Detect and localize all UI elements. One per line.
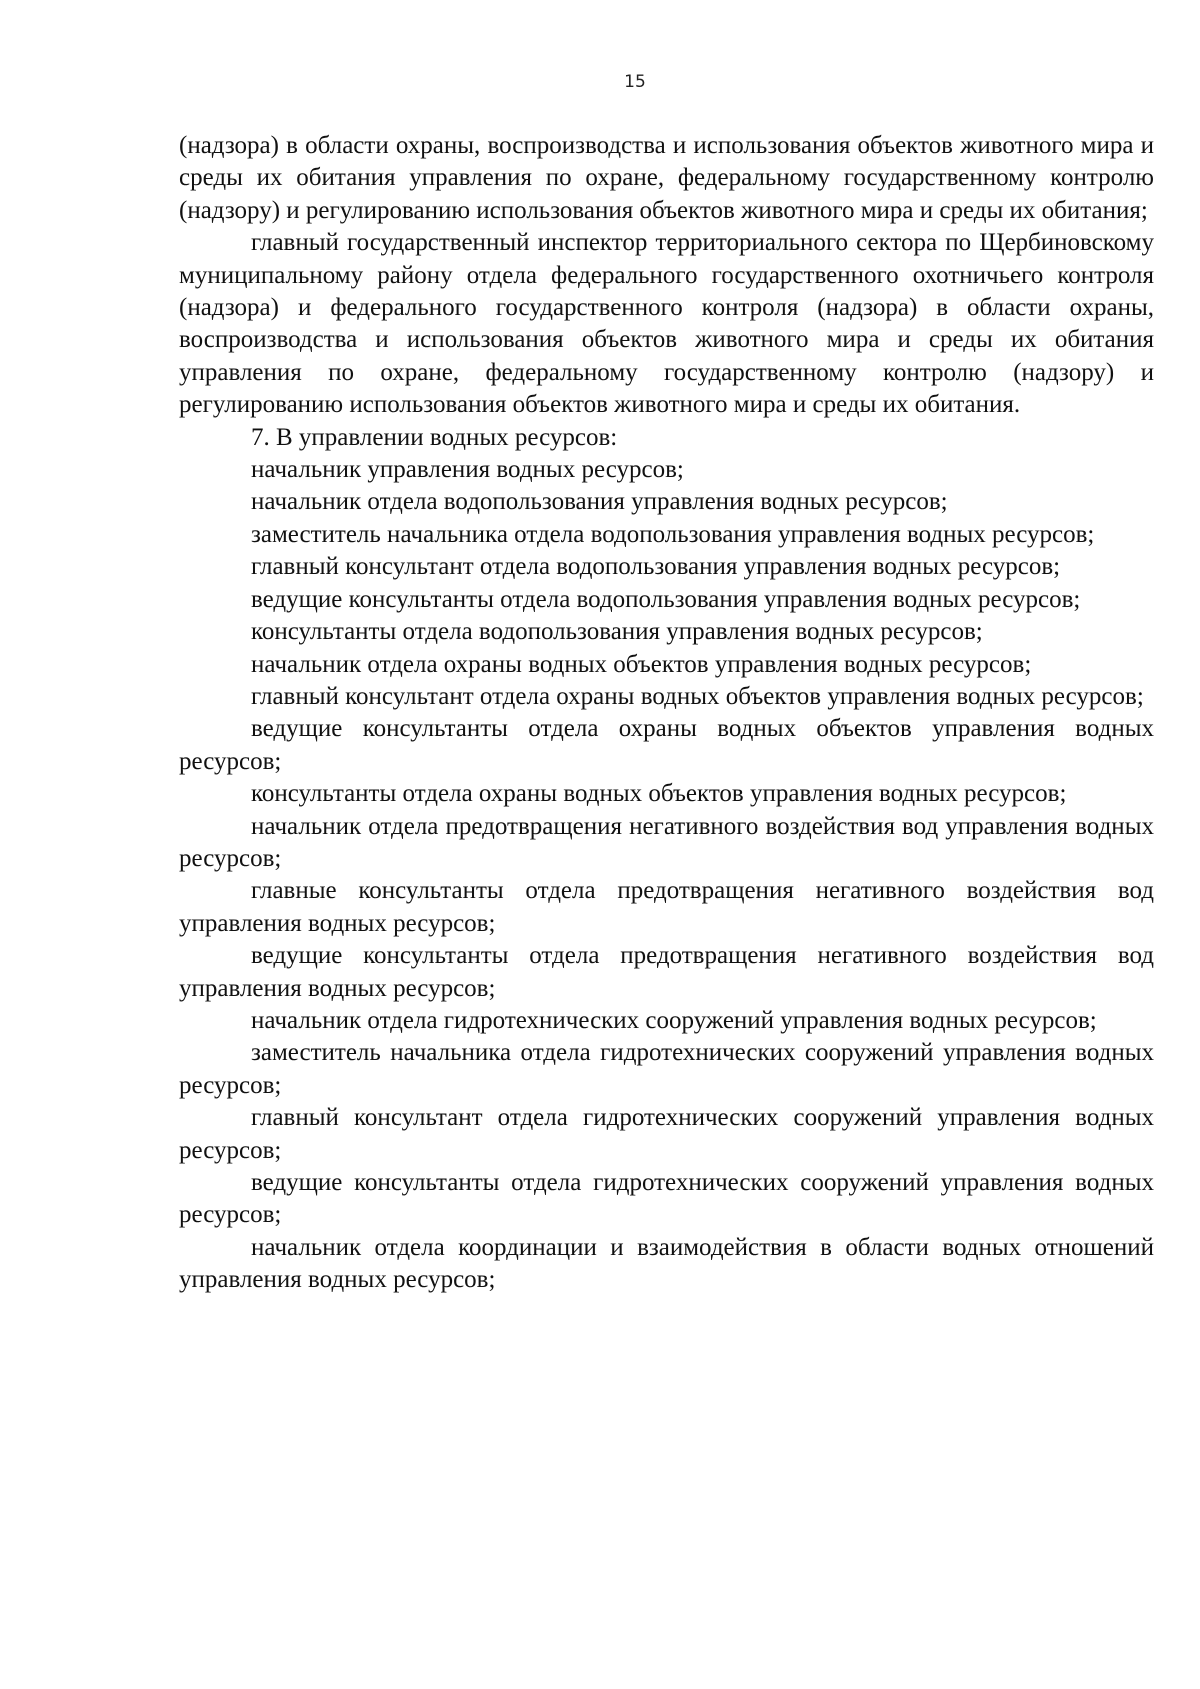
section-heading: 7. В управлении водных ресурсов:: [251, 423, 618, 451]
list-item: начальник отдела гидротехнических сооружений управления водных ресурсов;: [251, 1006, 1097, 1034]
list-item: ведущие консультанты отдела предотвращения негативного воздействия вод управления водных ресурсов;: [179, 942, 1154, 1002]
list-item: главный консультант отдела охраны водных объектов управления водных ресурсов;: [251, 682, 1144, 710]
paragraph: (надзора) в области охраны, воспроизводства и использования объектов животного мира и среды их обитания управления по охране, федеральному государственному контролю (надзору) и регулированию использования объектов животного мира и среды их обитания;: [179, 132, 1154, 224]
list-item: начальник отдела водопользования управления водных ресурсов;: [251, 488, 948, 516]
list-item: ведущие консультанты отдела гидротехнических сооружений управления водных ресурсов;: [179, 1169, 1154, 1229]
list-item: ведущие консультанты отдела водопользования управления водных ресурсов;: [251, 585, 1081, 613]
list-item: заместитель начальника отдела гидротехнических сооружений управления водных ресурсов;: [179, 1039, 1154, 1099]
list-item: начальник управления водных ресурсов;: [251, 456, 684, 484]
list-item: консультанты отдела охраны водных объектов управления водных ресурсов;: [251, 780, 1067, 808]
list-item: начальник отдела охраны водных объектов управления водных ресурсов;: [251, 650, 1032, 678]
document-body: [179, 130, 1154, 1297]
list-item: главные консультанты отдела предотвращения негативного воздействия вод управления водных ресурсов;: [179, 877, 1154, 937]
list-item: консультанты отдела водопользования управления водных ресурсов;: [251, 618, 983, 646]
list-item: главный консультант отдела водопользования управления водных ресурсов;: [251, 553, 1061, 581]
list-item: главный консультант отдела гидротехнических сооружений управления водных ресурсов;: [179, 1104, 1154, 1164]
page-number: 15: [624, 72, 646, 92]
list-item: начальник отдела координации и взаимодействия в области водных отношений управления водных ресурсов;: [179, 1233, 1154, 1294]
list-item: ведущие консультанты отдела охраны водных объектов управления водных ресурсов;: [179, 715, 1154, 775]
list-item: заместитель начальника отдела водопользования управления водных ресурсов;: [251, 520, 1095, 548]
paragraph: главный государственный инспектор территориального сектора по Щербиновскому муниципальному району отдела федерального государственного охотничьего контроля (надзора) и федерального государственного контроля (надзора) в области охраны, воспроизводства и использования объектов животного мира и среды их обитания управления по охране, федеральному государственному контролю (надзору) и регулированию использования объектов животного мира и среды их обитания.: [179, 229, 1154, 419]
list-item: начальник отдела предотвращения негативного воздействия вод управления водных ресурсов;: [179, 812, 1154, 872]
